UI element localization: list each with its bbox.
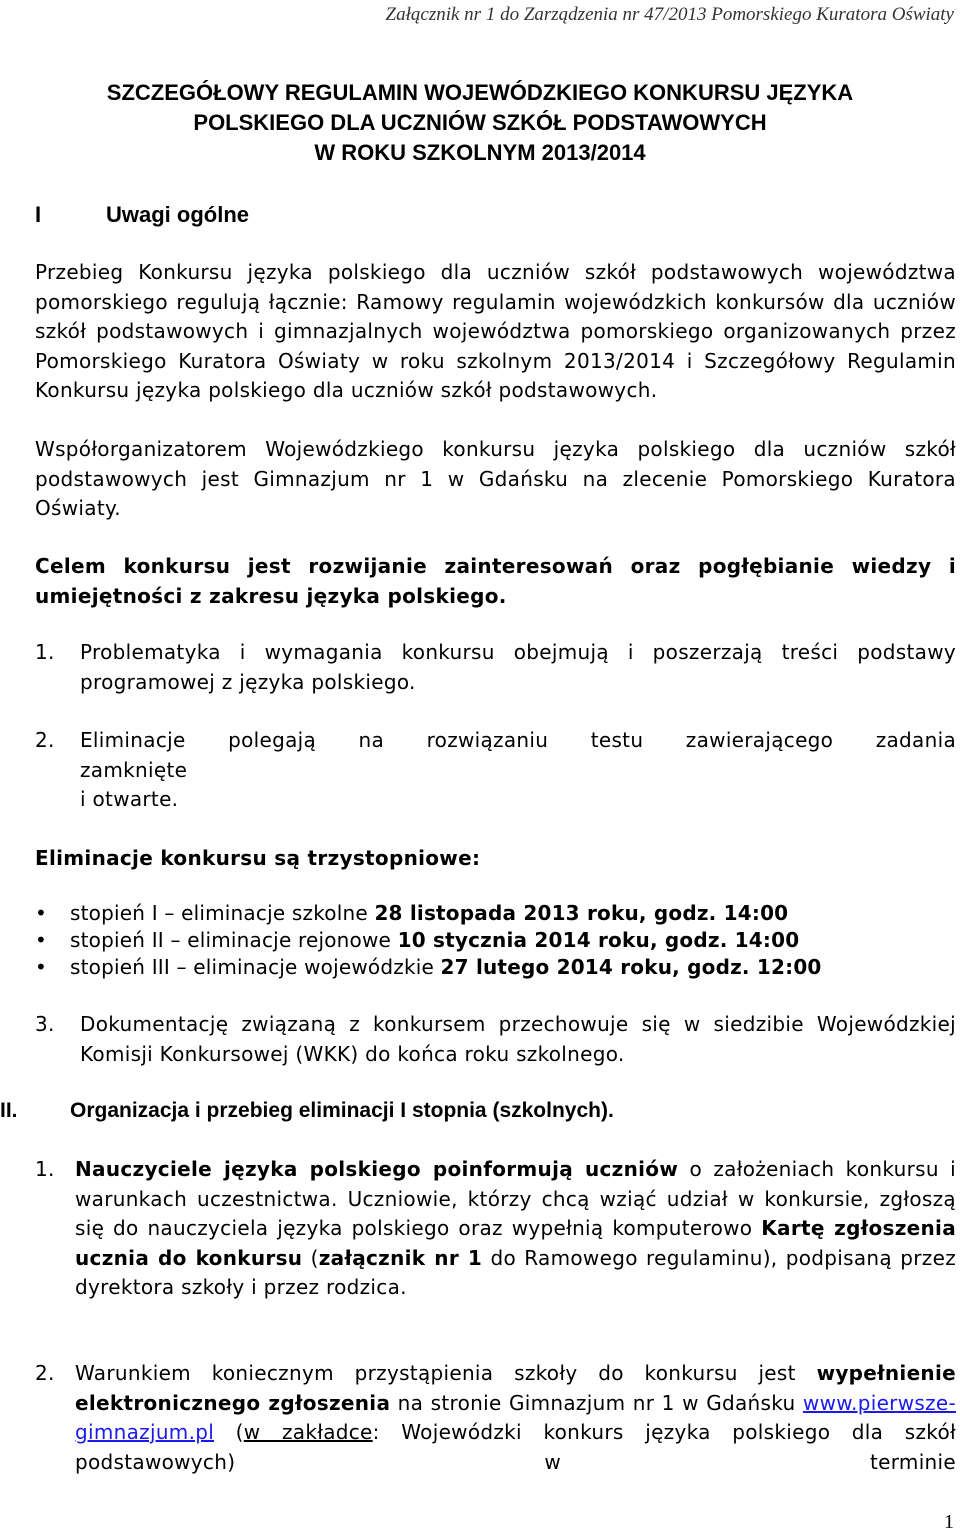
item-number: 2. (35, 728, 55, 752)
item-text (80, 726, 956, 815)
item-text-line: Eliminacje polegają na rozwiązaniu testu zawierającego zadania (80, 728, 956, 752)
bullet-icon: • (35, 955, 47, 979)
item-text: Problematyka i wymagania konkursu obejmują i poszerzają treści podstawy programowej z języka polskiego. (80, 640, 956, 694)
item-number: 1. (35, 1157, 55, 1181)
body-text: na stronie Gimnazjum nr 1 w Gdańsku (390, 1390, 803, 1415)
attachment-header: Załącznik nr 1 do Zarządzenia nr 47/2013 Pomorskiego Kuratora Oświaty (385, 4, 954, 25)
emphasis-text: Kartę zgłoszenia ucznia do konkursu (75, 1216, 956, 1270)
stage-label: stopień III – eliminacje wojewódzkie (70, 955, 441, 979)
contest-goal: Celem konkursu jest rozwijanie zainteresowań oraz pogłębianie wiedzy i umiejętności z zakresu języka polskiego. (35, 554, 956, 608)
item-text (75, 1359, 956, 1477)
section-1-intro: Przebieg Konkursu języka polskiego dla uczniów szkół podstawowych województwa pomorskiego regulują łącznie: Ramowy regulamin wojewódzkich konkursów dla uczniów szkół podstawowych i gimnazjalnych województwa pomorskiego organizowanych przez Pomorskiego Kuratora Oświaty w roku szkolnym 2013/2014 i Szczegółowy Regulamin Konkursu języka polskiego dla uczniów szkół podstawowych. (35, 260, 956, 403)
page-number: 1 (944, 1511, 954, 1533)
body-text: do Ramowego regulaminu), podpisaną przez dyrektora szkoły i przez rodzica. (75, 1245, 956, 1299)
section-1-coorganizer: Współorganizatorem Wojewódzkiego konkursu języka polskiego dla uczniów szkół podstawowych jest Gimnazjum nr 1 w Gdańsku na zlecenie Pomorskiego Kuratora Oświaty. (35, 437, 956, 521)
emphasis-text: Nauczyciele języka polskiego poinformują uczniów (75, 1157, 679, 1181)
stage-item-2 (35, 927, 956, 954)
title-line-1: SZCZEGÓŁOWY REGULAMIN WOJEWÓDZKIEGO KONKURSU JĘZYKA (106, 80, 854, 105)
emphasis-text: wypełnienie elektronicznego zgłoszenia (75, 1361, 956, 1415)
section-2-item-1 (35, 1155, 956, 1303)
section-1-heading: Uwagi ogólne (106, 202, 249, 227)
body-text: ( (302, 1245, 319, 1270)
bullet-icon: • (35, 928, 47, 952)
item-number: 2. (35, 1361, 55, 1385)
title-line-2: POLSKIEGO DLA UCZNIÓW SZKÓŁ PODSTAWOWYCH (193, 110, 767, 135)
stage-date: 28 listopada 2013 roku, godz. 14:00 (374, 901, 789, 925)
section-2-item-2 (35, 1359, 956, 1477)
stage-item-1 (35, 900, 956, 927)
item-text (75, 1155, 956, 1303)
document-title (40, 78, 920, 168)
body-text: Warunkiem koniecznym przystąpienia szkoły do konkursu jest (75, 1361, 817, 1385)
stage-date: 27 lutego 2014 roku, godz. 12:00 (440, 955, 822, 979)
section-2-heading: Organizacja i przebieg eliminacji I stopnia (szkolnych). (70, 1099, 614, 1122)
stage-item-3 (35, 954, 956, 981)
stages-list (35, 900, 956, 981)
school-website-link[interactable]: www.pierwsze-gimnazjum.pl (75, 1390, 956, 1444)
emphasis-text: załącznik nr 1 (318, 1245, 483, 1270)
section-1-item-3 (35, 1010, 956, 1069)
item-text: Dokumentację związaną z konkursem przechowuje się w siedzibie Wojewódzkiej Komisji Konkursowej (WKK) do końca roku szkolnego. (80, 1012, 956, 1066)
body-text: ( (214, 1420, 244, 1444)
section-2-number: II. (0, 1099, 18, 1122)
title-line-3: W ROKU SZKOLNYM 2013/2014 (314, 140, 646, 165)
stages-heading: Eliminacje konkursu są trzystopniowe: (35, 846, 481, 870)
body-text: o założeniach konkursu i warunkach uczestnictwa. Uczniowie, którzy chcą wziąć udział w konkursie, zgłoszą się do nauczyciela języka polskiego oraz wypełnią komputerowo (75, 1157, 956, 1240)
body-text: : Wojewódzki konkurs języka polskiego dla szkół podstawowych) w terminie (75, 1420, 956, 1474)
item-number: 1. (35, 640, 55, 664)
item-number: 3. (35, 1012, 55, 1036)
item-text-line: zamknięte (80, 757, 188, 782)
bullet-icon: • (35, 901, 47, 925)
section-1-item-2 (35, 726, 956, 815)
stage-label: stopień II – eliminacje rejonowe (70, 928, 398, 952)
item-text-line: i otwarte. (80, 787, 179, 811)
stage-label: stopień I – eliminacje szkolne (70, 901, 375, 925)
underlined-text: w zakładce (243, 1420, 373, 1444)
stage-date: 10 stycznia 2014 roku, godz. 14:00 (397, 928, 800, 952)
section-1-item-1 (35, 638, 956, 697)
section-1-number: I (35, 202, 42, 227)
